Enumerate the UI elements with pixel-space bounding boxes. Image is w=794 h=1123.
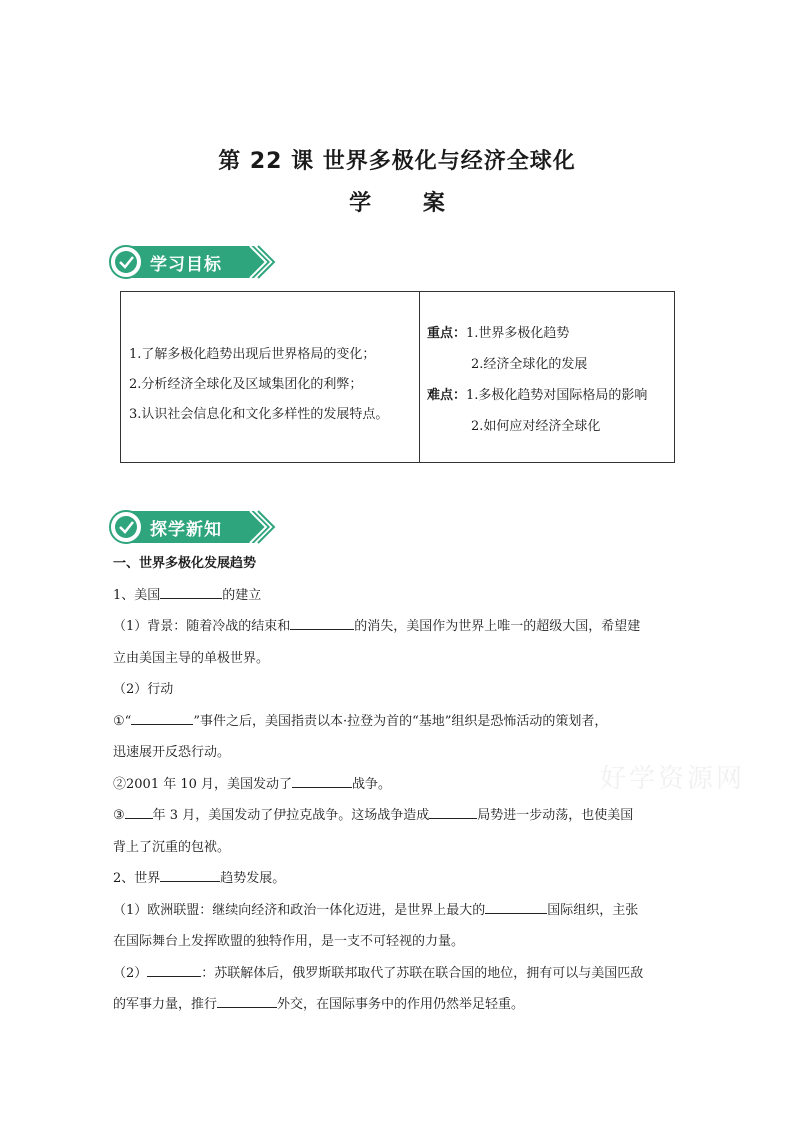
key-points [427, 318, 647, 442]
fill-blank[interactable] [160, 584, 222, 599]
section-heading: 一、世界多极化发展趋势 [113, 556, 257, 571]
fill-blank[interactable] [292, 773, 352, 788]
key-item: 1.世界多极化趋势 [466, 326, 570, 341]
paragraph-line: 1、美国 的建立 [113, 580, 693, 612]
goal-item: 2.分析经济全球化及区域集团化的利弊； [129, 377, 363, 392]
paragraph-line: （1）欧洲联盟：继续向经济和政治一体化迈进，是世界上最大的 国际组织，主张 [113, 895, 693, 927]
paragraph-line: （2）行动 [113, 682, 174, 697]
key-label: 重点： [427, 326, 467, 341]
hard-label: 难点： [427, 388, 467, 403]
goals-banner [106, 244, 276, 280]
goal-item: 1.了解多极化趋势出现后世界格局的变化； [129, 347, 376, 362]
fill-blank[interactable] [131, 710, 193, 725]
paragraph-line: ①“ ”事件之后，美国指责以本·拉登为首的“基地”组织是恐怖活动的策划者， [113, 706, 693, 738]
fill-blank[interactable] [217, 993, 277, 1008]
page-title: 第 22 课 世界多极化与经济全球化 [218, 149, 576, 174]
page-subtitle [0, 186, 794, 217]
paragraph-line: 2、世界 趋势发展。 [113, 863, 693, 895]
fill-blank[interactable] [429, 804, 477, 819]
goals-banner-label: 学习目标 [150, 255, 222, 275]
paragraph-line: 立由美国主导的单极世界。 [113, 650, 270, 666]
subtitle-char-1: 学 [349, 191, 372, 216]
paragraph-line: （1）背景：随着冷战的结束和 的消失，美国作为世界上唯一的超级大国，希望建 [113, 611, 693, 643]
hard-item: 1.多极化趋势对国际格局的影响 [466, 388, 648, 403]
explore-banner-label: 探学新知 [150, 520, 222, 540]
subtitle-char-2: 案 [422, 191, 445, 216]
hard-item: 2.如何应对经济全球化 [471, 419, 601, 434]
paragraph-line: ②2001 年 10 月，美国发动了 战争。 [113, 769, 693, 801]
fill-blank[interactable] [290, 615, 354, 630]
goal-item: 3.认识社会信息化和文化多样性的发展特点。 [129, 407, 389, 422]
fill-blank[interactable] [160, 867, 220, 882]
goals-table [120, 291, 675, 463]
paragraph-line: （2） ：苏联解体后，俄罗斯联邦取代了苏联在联合国的地位，拥有可以与美国匹敌 [113, 958, 693, 990]
paragraph-line: 迅速展开反恐行动。 [113, 745, 231, 760]
paragraph-line: 背上了沉重的包袱。 [113, 839, 231, 855]
explore-banner [106, 509, 276, 545]
goals-list [129, 340, 388, 430]
paragraph-line: 在国际舞台上发挥欧盟的独特作用，是一支不可轻视的力量。 [113, 934, 465, 949]
fill-blank[interactable] [485, 899, 547, 914]
paragraph-line: ③ 年 3 月，美国发动了伊拉克战争。这场战争造成 局势进一步动荡，也使美国 [113, 800, 693, 832]
table-divider [419, 292, 420, 462]
fill-blank[interactable] [125, 804, 153, 819]
paragraph-line: 的军事力量，推行 外交，在国际事务中的作用仍然举足轻重。 [113, 989, 693, 1021]
fill-blank[interactable] [147, 962, 201, 977]
key-item: 2.经济全球化的发展 [471, 357, 588, 372]
watermark: 好学资源网 [600, 764, 746, 794]
